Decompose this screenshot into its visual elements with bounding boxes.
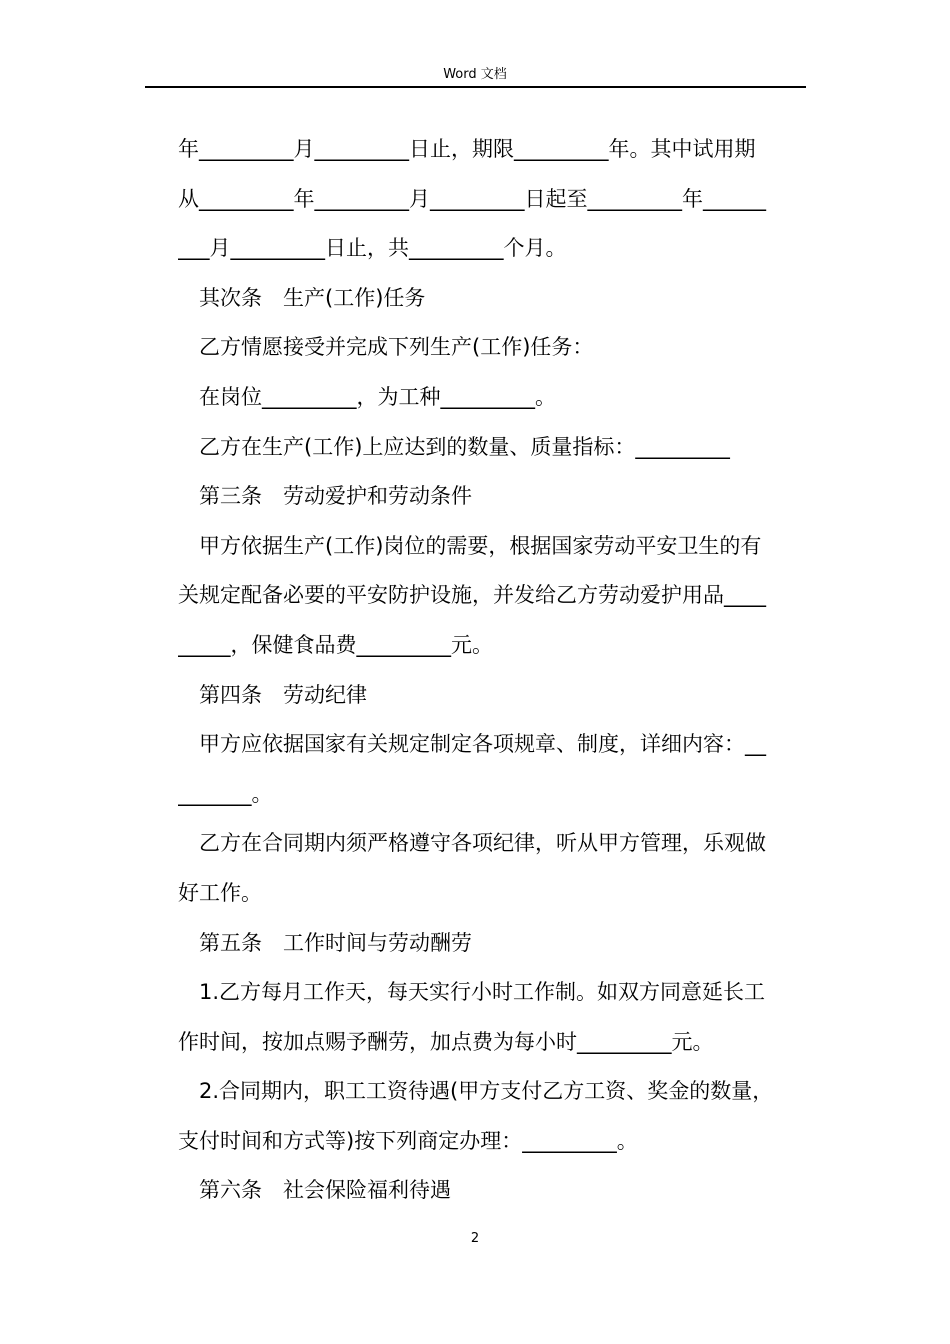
page-header-title: Word 文档 — [443, 67, 507, 82]
section-heading: 第四条 劳动纪律 — [199, 682, 367, 707]
text-line: _______。 — [178, 781, 273, 806]
text-line: _____，保健食品费_________元。 — [178, 632, 493, 657]
text-line: 从_________年_________月_________日起至_________年______ — [178, 186, 766, 211]
text-line: 乙方在生产(工作)上应达到的数量、质量指标：_________ — [199, 434, 730, 459]
text-line: 1.乙方每月工作天，每天实行小时工作制。如双方同意延长工 — [199, 980, 766, 1005]
text-line: 关规定配备必要的平安防护设施，并发给乙方劳动爱护用品____ — [178, 583, 766, 608]
header-divider — [145, 86, 806, 88]
text-line: 作时间，按加点赐予酬劳，加点费为每小时_________元。 — [178, 1029, 714, 1054]
text-line: 2.合同期内，职工工资待遇(甲方支付乙方工资、奖金的数量， — [199, 1079, 774, 1104]
document-body — [178, 125, 803, 1216]
text-line: 在岗位_________，为工种_________。 — [199, 384, 556, 409]
page-number: 2 — [470, 1231, 480, 1246]
section-heading: 其次条 生产(工作)任务 — [199, 285, 426, 310]
text-line: 好工作。 — [178, 880, 262, 905]
section-heading: 第六条 社会保险福利待遇 — [199, 1178, 451, 1203]
text-line: 支付时间和方式等)按下列商定办理：_________。 — [178, 1128, 638, 1153]
text-line: 乙方在合同期内须严格遵守各项纪律，听从甲方管理，乐观做 — [199, 831, 766, 856]
text-line: 年_________月_________日止，期限_________年。其中试用期 — [178, 137, 756, 161]
section-heading: 第三条 劳动爱护和劳动条件 — [199, 484, 472, 509]
text-line: 甲方依据生产(工作)岗位的需要，根据国家劳动平安卫生的有 — [199, 533, 762, 558]
text-line: 乙方情愿接受并完成下列生产(工作)任务： — [199, 335, 594, 360]
text-line: ___月_________日止，共_________个月。 — [178, 236, 567, 261]
text-line: 甲方应依据国家有关规定制定各项规章、制度，详细内容：__ — [199, 732, 766, 757]
section-heading: 第五条 工作时间与劳动酬劳 — [199, 930, 472, 955]
